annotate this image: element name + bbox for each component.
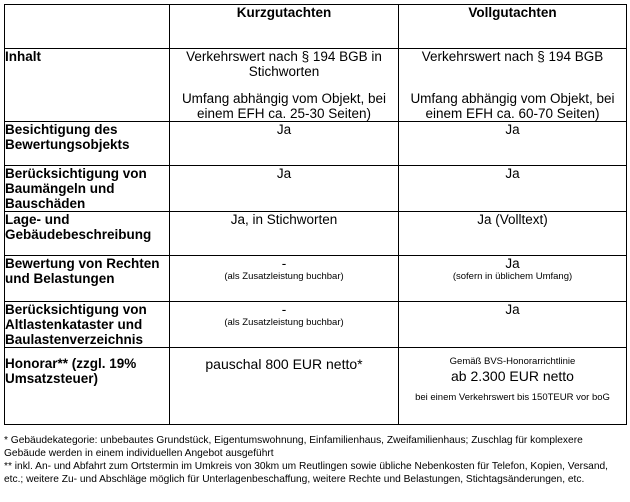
kurz-altlasten-note: (als Zusatzleistung buchbar) (224, 317, 344, 328)
table-row (5, 122, 627, 166)
cell-voll-honorar (399, 348, 627, 425)
spacer (399, 384, 626, 392)
spacer (170, 79, 398, 91)
table-row (5, 256, 627, 302)
cell-kurz-lage: Ja, in Stichworten (170, 212, 399, 256)
row-label-baumaengel: Berücksichtigung von Baumängeln und Bauschäden (5, 166, 170, 212)
cell-kurz-honorar (170, 348, 399, 425)
table-row (5, 212, 627, 256)
table-row (5, 302, 627, 348)
cell-voll-besichtigung: Ja (399, 122, 627, 166)
kurz-inhalt-line1: Verkehrswert nach § 194 BGB in Stichworten (186, 49, 382, 79)
footnotes (4, 434, 626, 486)
voll-inhalt-line2: Umfang abhängig vom Objekt, bei einem EFH ca. 60-70 Seiten) (410, 91, 615, 121)
footnote-1: * Gebäudekategorie: unbebautes Grundstück, Eigentumswohnung, Einfamilienhaus, Zweifamilienhaus; Zuschlag für komplexere Gebäude werden in einem individuellen Angebot ausgeführt (4, 435, 583, 459)
voll-honorar-value: ab 2.300 EUR netto (451, 368, 574, 384)
kurz-inhalt-line2: Umfang abhängig vom Objekt, bei einem EFH ca. 25-30 Seiten) (181, 91, 387, 121)
header-empty-cell (5, 5, 170, 49)
cell-kurz-inhalt (170, 49, 399, 122)
footnote-2: ** inkl. An- und Abfahrt zum Ortstermin im Umkreis von 30km um Reutlingen sowie übliche Nebenkosten für Telefon, Kopien, Versand, etc.; weitere Zu- und Abschläge möglich für Unterlagenbeschaffung, weitere Rechte und Belastungen, Stichtagsänderungen, etc. (4, 461, 608, 485)
cell-voll-baumaengel: Ja (399, 166, 627, 212)
kurz-rechte-note: (als Zusatzleistung buchbar) (224, 271, 344, 282)
row-label-besichtigung: Besichtigung des Bewertungsobjekts (5, 122, 170, 166)
cell-kurz-besichtigung: Ja (170, 122, 399, 166)
kurz-honorar-value: pauschal 800 EUR netto* (205, 356, 363, 372)
cell-kurz-baumaengel: Ja (170, 166, 399, 212)
row-label-lage: Lage- und Gebäudebeschreibung (5, 212, 170, 256)
row-label-altlasten: Berücksichtigung von Altlastenkataster und Baulastenverzeichnis (5, 302, 170, 348)
row-label-honorar: Honorar** (zzgl. 19% Umsatzsteuer) (5, 348, 170, 425)
voll-honorar-pre: Gemäß BVS-Honorarrichtlinie (449, 356, 576, 367)
table-row (5, 49, 627, 122)
table-row (5, 166, 627, 212)
kurz-rechte-value: - (281, 256, 287, 271)
header-vollgutachten: Vollgutachten (399, 5, 627, 49)
cell-voll-altlasten: Ja (399, 302, 627, 348)
row-label-inhalt: Inhalt (5, 49, 170, 122)
header-kurzgutachten: Kurzgutachten (170, 5, 399, 49)
row-label-rechte: Bewertung von Rechten und Belastungen (5, 256, 170, 302)
table-header-row (5, 5, 627, 49)
cell-kurz-rechte (170, 256, 399, 302)
voll-rechte-value: Ja (505, 256, 520, 271)
voll-rechte-note: (sofern in üblichem Umfang) (452, 271, 573, 282)
cell-voll-lage: Ja (Volltext) (399, 212, 627, 256)
cell-voll-inhalt (399, 49, 627, 122)
kurz-altlasten-value: - (281, 302, 287, 317)
spacer (399, 64, 626, 91)
table-row (5, 348, 627, 425)
comparison-table (4, 4, 627, 425)
cell-voll-rechte (399, 256, 627, 302)
voll-honorar-note: bei einem Verkehrswert bis 150TEUR vor boG (415, 392, 610, 403)
voll-inhalt-line1: Verkehrswert nach § 194 BGB (421, 49, 604, 64)
cell-kurz-altlasten (170, 302, 399, 348)
